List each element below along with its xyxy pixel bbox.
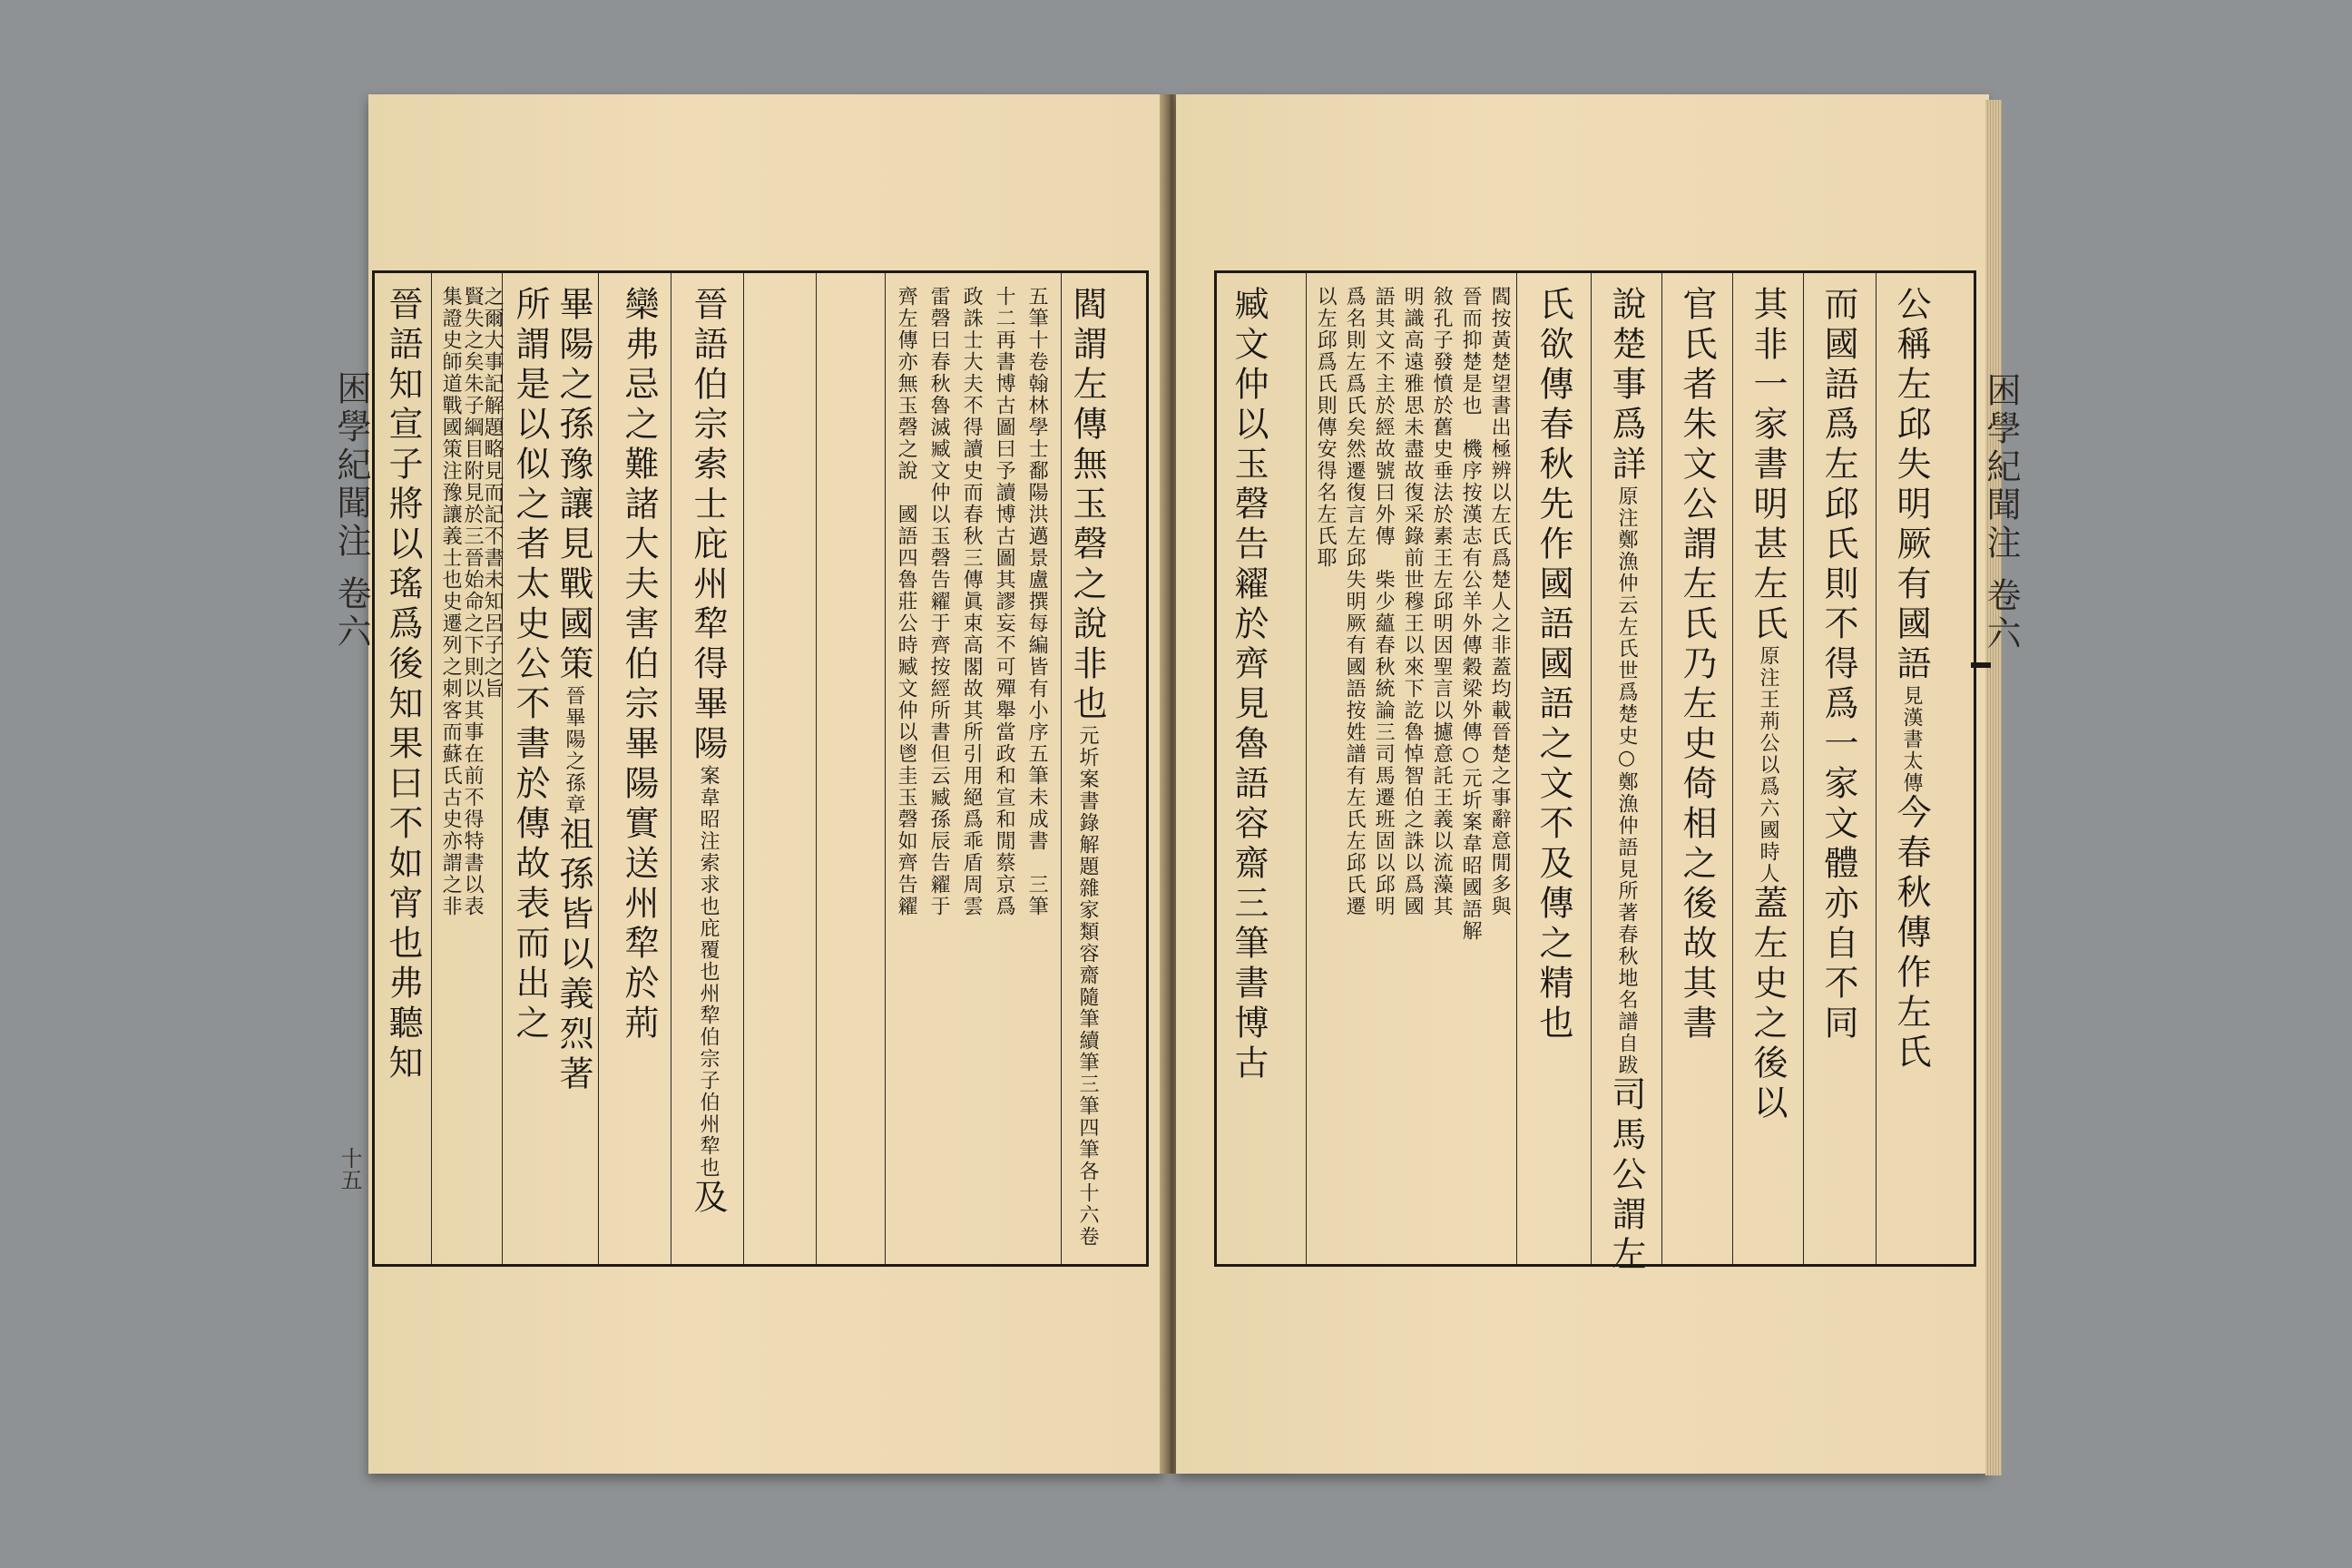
left-col-5: 欒弗忌之難諸大夫害伯宗畢陽實送州犂於荊 bbox=[619, 286, 659, 1044]
right-col-8-tail: 今春秋傳作左氏 bbox=[1891, 794, 1931, 1073]
left-running-title-text: 困學紀聞注 bbox=[331, 370, 371, 561]
left-col-6 bbox=[688, 286, 728, 1219]
left-running-juan: 卷六 bbox=[331, 575, 371, 652]
left-col-4-note: 晉畢陽之孫章 bbox=[563, 685, 585, 816]
right-col-6-note: 原注王荊公以爲六國時人 bbox=[1757, 645, 1779, 885]
right-col-8-main: 公稱左邱失明厥有國語 bbox=[1891, 286, 1931, 685]
right-col-6 bbox=[1748, 286, 1788, 1124]
right-col-8 bbox=[1891, 286, 1931, 1073]
right-running-title-text: 困學紀聞注 bbox=[1981, 372, 2021, 563]
right-col-7: 而國語爲左邱氏則不得爲一家文體亦自不同 bbox=[1818, 286, 1858, 1044]
left-col-7-line-1: 齊左傳亦無玉磬之說 國語四魯莊公時臧文仲以鬯圭玉磬如齊告糴 bbox=[895, 286, 918, 917]
right-col-4-main: 說楚事爲詳 bbox=[1606, 286, 1646, 485]
right-col-6-tail: 蓋左史之後以 bbox=[1748, 885, 1788, 1124]
right-col-2-line-7: 閻按黃楚望書出極辨以左氏爲楚人之非蓋均載晉楚之事辭意閒多與 bbox=[1488, 286, 1512, 917]
right-col-3: 氏欲傳春秋先作國語國語之文不及傳之精也 bbox=[1534, 286, 1573, 1044]
right-col-2-line-3: 語其文不主於經故號曰外傳 柴少蘊春秋統論三司馬遷班固以邱明 bbox=[1372, 286, 1396, 917]
left-col-6-note: 案韋昭注索求也庇覆也州犂伯宗子伯州犂也 bbox=[697, 765, 720, 1179]
right-col-1: 臧文仲以玉磬告糴於齊見魯語容齋三筆書博古 bbox=[1229, 286, 1269, 1084]
left-col-4-main: 畢陽之孫豫讓見戰國策 bbox=[554, 286, 593, 685]
left-running-title bbox=[327, 370, 377, 652]
left-col-1: 晉語知宣子將以瑤爲後知果曰不如宵也弗聽知 bbox=[383, 286, 423, 1084]
right-col-5: 官氏者朱文公謂左氏乃左史倚相之後故其書 bbox=[1677, 286, 1717, 1044]
left-col-2-line-3: 之爾大事記解題略見而記不書未知呂子之旨 bbox=[481, 286, 505, 700]
fishtail-mark bbox=[1971, 662, 1991, 668]
left-col-7-line-3: 政誅士大夫不得讀史而春秋三傳眞束高閣故其所引用絕爲乖盾周雲 bbox=[960, 286, 984, 917]
right-col-6-main: 其非一家書明甚左氏 bbox=[1748, 286, 1788, 645]
right-text-frame bbox=[1214, 270, 1976, 1276]
left-col-8-main: 閻謂左傳無玉磬之說非也 bbox=[1067, 286, 1107, 725]
left-col-6-tail: 及 bbox=[688, 1179, 728, 1219]
right-col-2-line-6: 晉而抑楚是也 機序按漢志有公羊外傳穀梁外傳○元圻案韋昭國語解 bbox=[1459, 286, 1483, 942]
right-running-title bbox=[1976, 372, 2026, 653]
left-text-frame bbox=[372, 270, 1149, 1267]
left-col-4-tail: 祖孫皆以義烈著 bbox=[554, 816, 593, 1095]
right-col-8-note: 見漢書太傳 bbox=[1900, 685, 1923, 794]
left-col-8 bbox=[1067, 286, 1107, 1248]
left-col-2-line-2: 賢失之矣朱子綱目附見於三晉始命之下則以其事在前不得特書以表 bbox=[461, 286, 485, 917]
right-col-2-line-2: 爲名則左爲氏矣然遷復言左邱失明厥有國語按姓譜有左氏左邱氏遷 bbox=[1343, 286, 1367, 917]
left-folio: 十五 bbox=[337, 1147, 362, 1191]
left-col-4 bbox=[556, 286, 591, 1095]
left-col-7-line-2: 雷磬曰春秋魯滅臧文仲以玉磬告糴于齊按經所書但云臧孫辰告糴于 bbox=[927, 286, 951, 917]
right-col-4-note: 原注鄭漁仲云左氏世爲楚史○鄭漁仲語見所著春秋地名譜自跋 bbox=[1615, 485, 1638, 1076]
right-col-2-line-5: 敘孔子發憤於舊史垂法於素王左邱明因聖言以攄意託王義以流藻其 bbox=[1430, 286, 1454, 917]
left-col-3: 所謂是以似之者太史公不書於傳故表而出之 bbox=[510, 286, 550, 1044]
right-running-juan: 卷六 bbox=[1981, 577, 2021, 654]
left-col-7-line-5: 五筆十卷翰林學士鄱陽洪邁景盧撰每編皆有小序五筆未成書 三筆 bbox=[1025, 286, 1049, 917]
left-col-7-line-4: 十二再書博古圖曰予讀博古圖其謬妄不可殫舉當政和宣和閒蔡京爲 bbox=[993, 286, 1016, 917]
right-col-4 bbox=[1606, 286, 1646, 1276]
left-col-2-line-1: 集證史師道戰國策注豫讓義士也史遷列之刺客而蘇氏古史亦謂之非 bbox=[439, 286, 463, 917]
right-col-4-tail: 司馬公謂左 bbox=[1606, 1076, 1646, 1276]
right-col-2-line-1: 以左邱爲氏則傳安得名左氏耶 bbox=[1314, 286, 1338, 569]
left-col-6-main: 晉語伯宗索士庇州犂得畢陽 bbox=[688, 286, 728, 765]
page-edge bbox=[1985, 100, 2002, 1475]
left-col-8-note: 元圻案書錄解題雜家類容齋隨筆續筆三筆四筆各十六卷 bbox=[1076, 725, 1099, 1248]
right-col-2-line-4: 明識高遠雅思未盡故復采錄前世穆王以來下訖魯悼智伯之誅以爲國 bbox=[1401, 286, 1425, 917]
